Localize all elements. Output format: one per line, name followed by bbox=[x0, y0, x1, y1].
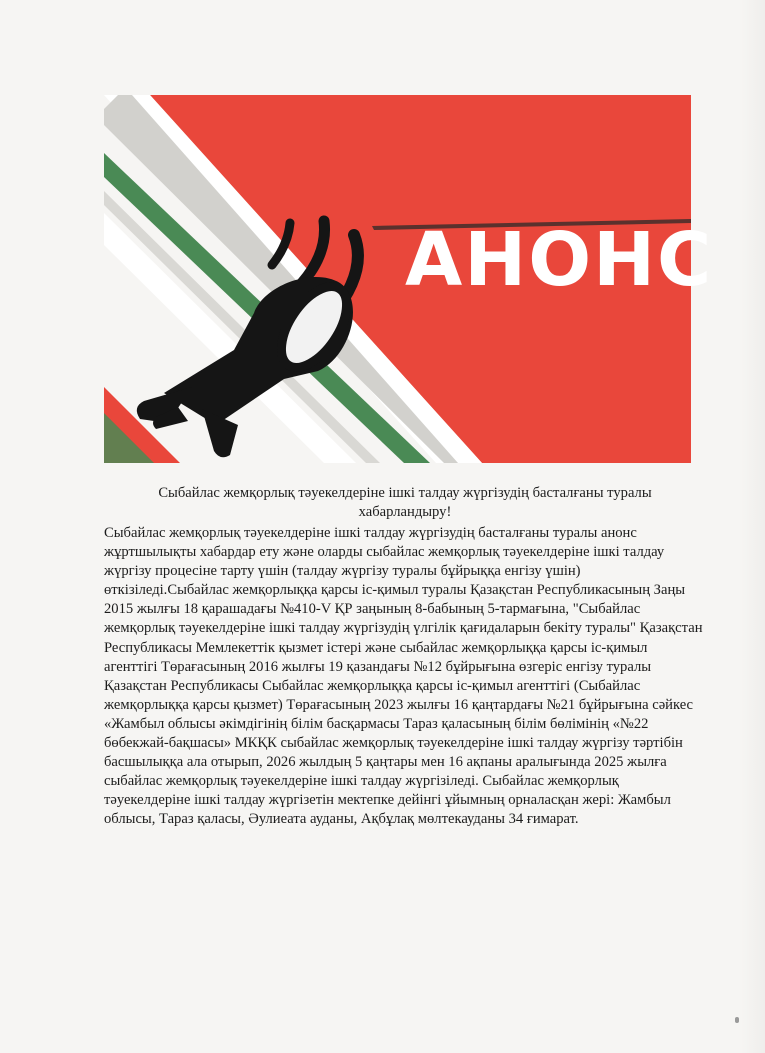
document-body: Сыбайлас жемқорлық тәуекелдеріне ішкі талдау жүргізудің басталғаны туралы анонс жұртшылықты хабардар ету және оларды сыбайлас жемқорлық тәуекелдеріне ішкі талдау жүргізу процесіне тарту үшін (талдау жүргізу туралы бұйрыққа енгізу үшін) өткізіледі.Сыбайлас жемқорлыққа қарсы іс-қимыл туралы Қазақстан Республикасының Заңы 2015 жылғы 18 қарашадағы №410-V ҚР заңының 8-бабының 5-тармағына, "Сыбайлас жемқорлық тәуекелдеріне ішкі талдау жүргізудің үлгілік қағидаларын бекіту туралы" Қазақстан Республикасы Мемлекеттік қызмет істері және сыбайлас жемқорлыққа қарсы іс-қимыл агенттігі Төрағасының 2016 жылғы 19 қазандағы №12 бұйрығына өзгеріс енгізу туралы Қазақстан Республикасы Сыбайлас жемқорлыққа қарсы іс-қимыл агенттігі (Сыбайлас жемқорлыққа қарсы қызмет) Төрағасының 2023 жылғы 16 қаңтардағы №21 бұйрығына сәйкес «Жамбыл облысы әкімдігінің білім басқармасы Тараз қаласының білім бөлімінің «№22 бөбекжай-бақшасы» МКҚК сыбайлас жемқорлық тәуекелдеріне ішкі талдау жүргізу тәртібін басшылыққа ала отырып, 2026 жылдың 5 қаңтары мен 16 ақпаны аралығында 2025 жылға сыбайлас жемқорлық тәуекелдеріне ішкі талдау жүргізіледі. Сыбайлас жемқорлық тәуекелдеріне ішкі талдау жүргізетін мектепке дейінгі ұйымның орналасқан жері: Жамбыл облысы, Тараз қаласы, Әулиеата ауданы, Ақбұлақ мөлтекауданы 34 ғимарат. bbox=[104, 525, 703, 828]
document-title: Сыбайлас жемқорлық тәуекелдеріне ішкі талдау жүргізудің басталғаны туралы хабарландыру! bbox=[158, 485, 652, 520]
scan-speck bbox=[735, 1017, 739, 1023]
announce-title: АНОНС bbox=[405, 217, 714, 303]
announce-banner bbox=[104, 95, 714, 463]
page-edge-shadow bbox=[741, 0, 765, 1053]
announcement-document bbox=[104, 484, 704, 830]
